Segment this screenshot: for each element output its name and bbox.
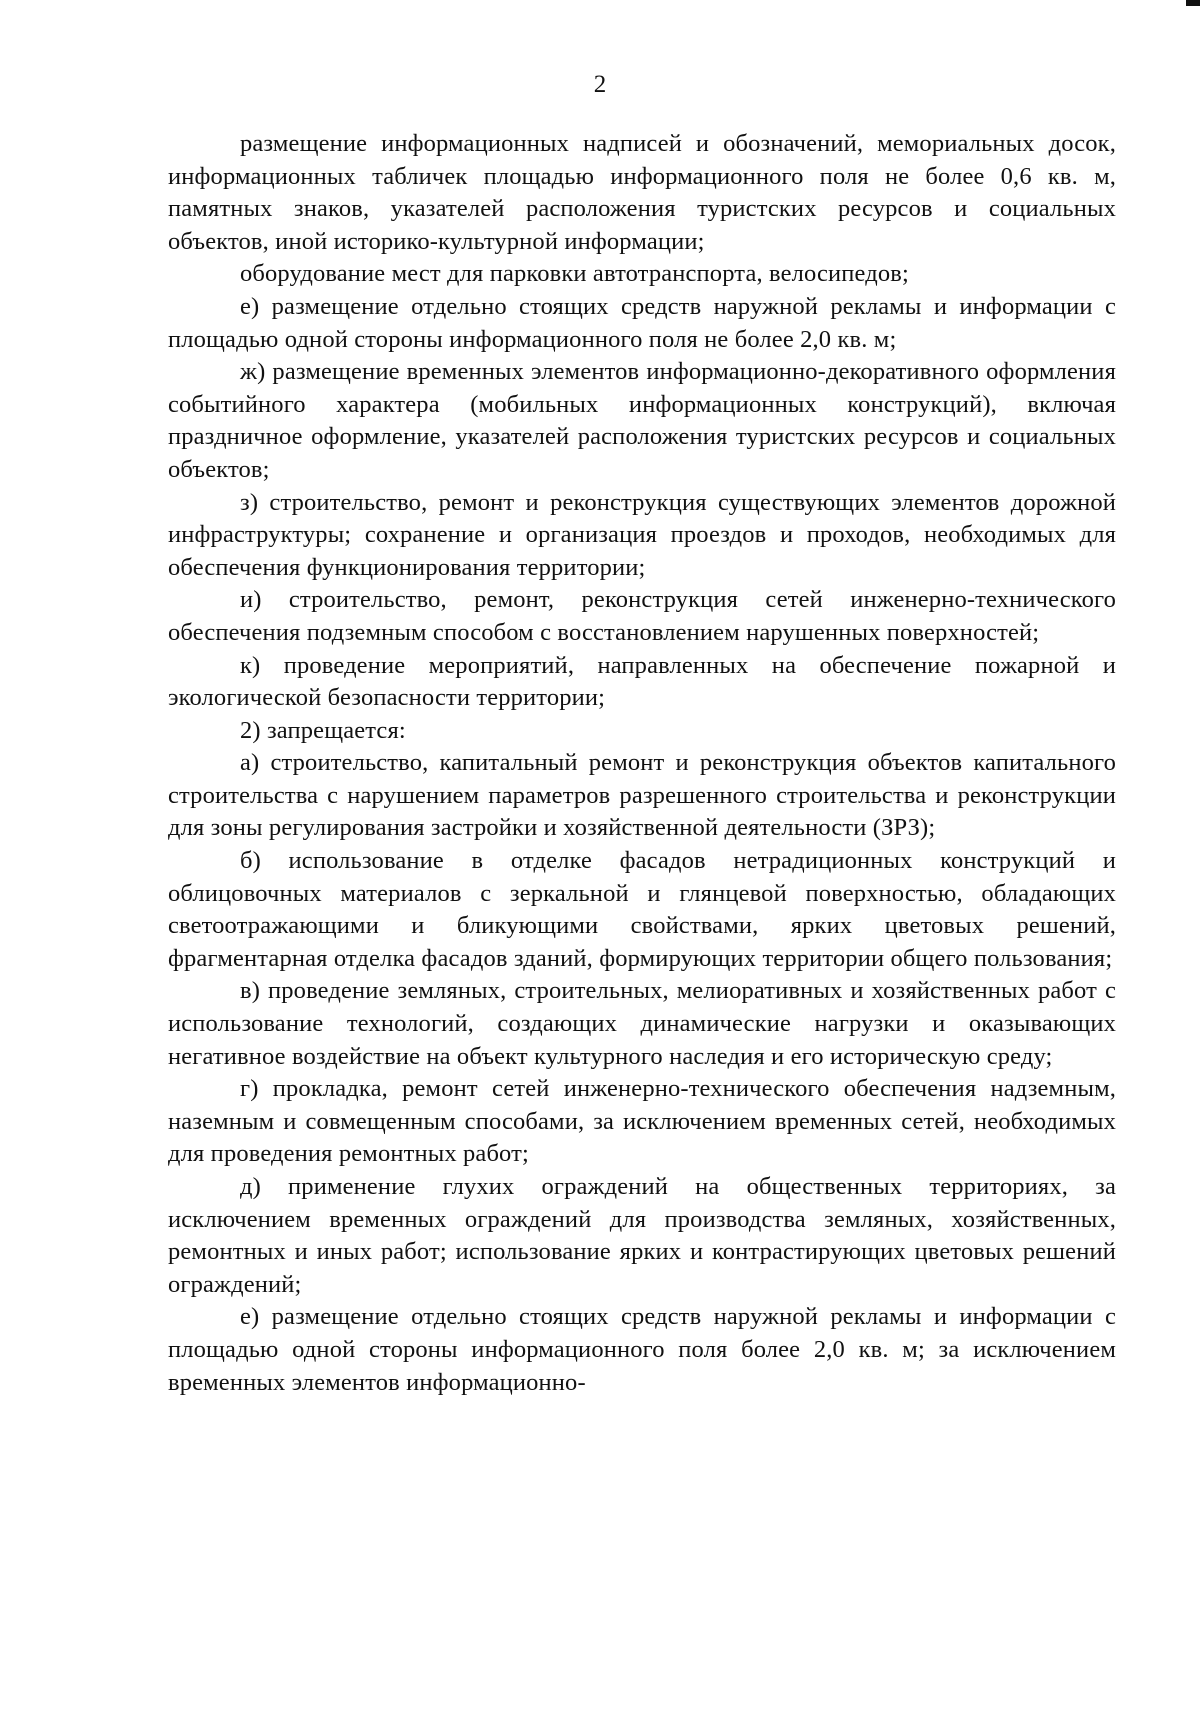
paragraph-item-e-advertising-limit: е) размещение отдельно стоящих средств наружной рекламы и информации с площадью одной стороны информационного поля более 2,0 кв. м; за исключением временных элементов информационно- — [168, 1303, 1116, 1396]
scan-edge-mark — [1186, 0, 1200, 6]
page-number: 2 — [593, 71, 607, 98]
paragraph-item-v-earthworks: в) проведение земляных, строительных, мелиоративных и хозяйственных работ с использование технологий, создающих динамические нагрузки и оказывающих негативное воздействие на объект культурного наследия и его историческую среду; — [168, 977, 1116, 1070]
paragraph-item-i-utility-networks: и) строительство, ремонт, реконструкция сетей инженерно-технического обеспечения подземным способом с восстановлением нарушенных поверхностей; — [168, 586, 1116, 646]
paragraph-item-z-road-infrastructure: з) строительство, ремонт и реконструкция существующих элементов дорожной инфраструктуры; сохранение и организация проездов и проходов, необходимых для обеспечения функционирования территории; — [168, 488, 1116, 581]
paragraph-item-e-advertising: е) размещение отдельно стоящих средств наружной рекламы и информации с площадью одной стороны информационного поля не более 2,0 кв. м; — [168, 292, 1116, 353]
document-body — [168, 128, 1116, 1399]
paragraph-item-g-networks: г) прокладка, ремонт сетей инженерно-технического обеспечения надземным, наземным и совмещенным способами, за исключением временных сетей, необходимых для проведения ремонтных работ; — [168, 1075, 1116, 1168]
paragraph-item-d-fences: д) применение глухих ограждений на общественных территориях, за исключением временных ограждений для производства земляных, хозяйственных, ремонтных и иных работ; использование ярких и контрастирующих цветовых решений ограждений; — [168, 1173, 1116, 1298]
paragraph-memorial-plaques: размещение информационных надписей и обозначений, мемориальных досок, информационных табличек площадью информационного поля не более 0,6 кв. м, памятных знаков, указателей расположения туристских ресурсов и социальных объектов, иной историко-культурной информации; — [168, 130, 1116, 255]
paragraph-item-b-facades: б) использование в отделке фасадов нетрадиционных конструкций и облицовочных материалов с зеркальной и глянцевой поверхностью, обладающих светоотражающими и бликующими свойствами, ярких цветовых решений, фрагментарная отделка фасадов зданий, формирующих территории общего пользования; — [168, 847, 1116, 972]
paragraph-item-a-construction: а) строительство, капитальный ремонт и реконструкция объектов капитального строительства с нарушением параметров разрешенного строительства и реконструкции для зоны регулирования застройки и хозяйственной деятельности (ЗРЗ); — [168, 749, 1116, 842]
paragraph-item-k-fire-safety: к) проведение мероприятий, направленных на обеспечение пожарной и экологической безопасности территории; — [168, 651, 1116, 712]
paragraph-prohibited-heading: 2) запрещается: — [240, 716, 406, 744]
paragraph-parking: оборудование мест для парковки автотранспорта, велосипедов; — [240, 260, 909, 288]
paragraph-item-zh-decorative: ж) размещение временных элементов информационно-декоративного оформления событийного характера (мобильных информационных конструкций), включая праздничное оформление, указателей расположения туристских ресурсов и социальных объектов; — [168, 358, 1116, 483]
